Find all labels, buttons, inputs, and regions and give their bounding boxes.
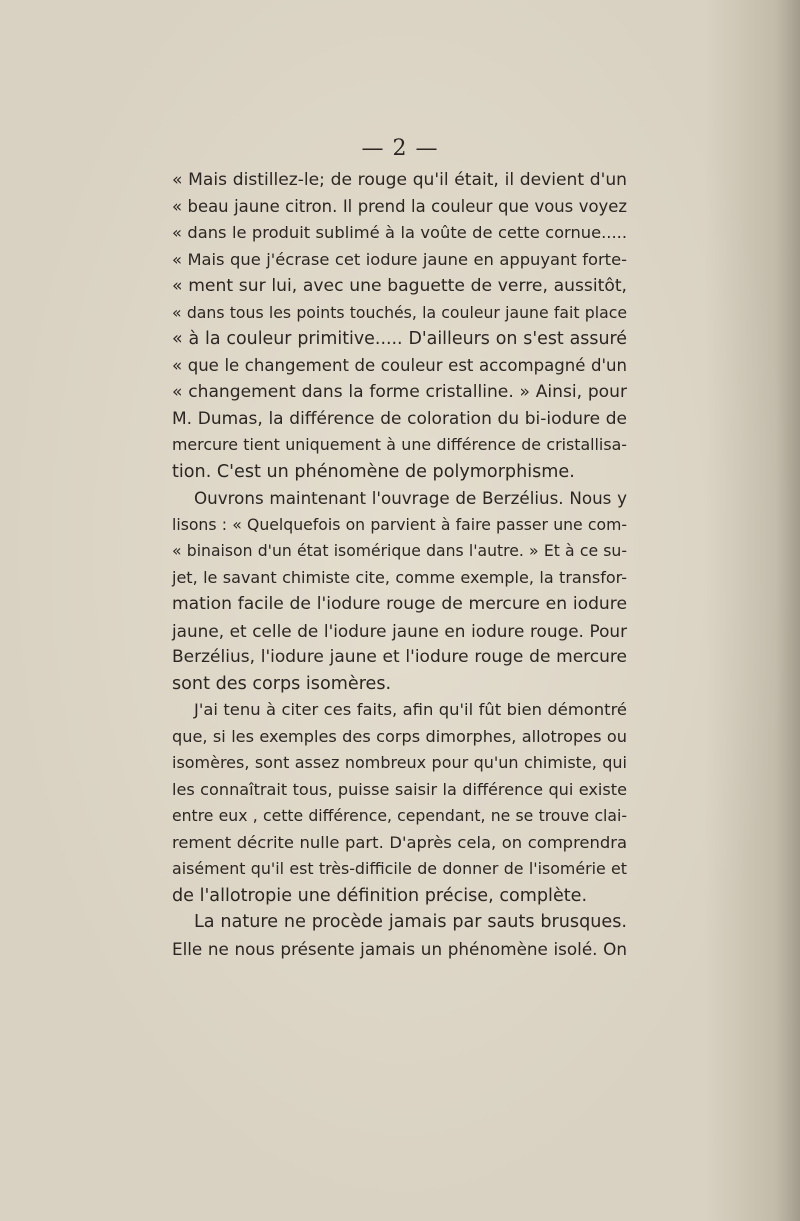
text-line: rement décrite nulle part. D'après cela, on comprendra: [172, 832, 627, 852]
text-line: sont des corps isomères.: [172, 673, 392, 694]
text-line: « à la couleur primitive..... D'ailleurs on s'est assuré: [172, 329, 627, 349]
body-text: [172, 167, 627, 962]
text-line: « Mais distillez-le; de rouge qu'il était, il devient d'un: [172, 170, 627, 190]
text-line: lisons : « Quelquefois on parvient à faire passer une com-: [172, 514, 627, 534]
text-line: aisément qu'il est très-difficile de donner de l'isomérie et: [172, 859, 627, 878]
text-line: « Mais que j'écrase cet iodure jaune en appuyant forte-: [172, 249, 627, 269]
text-line: les connaîtrait tous, puisse saisir la différence qui existe: [172, 779, 627, 799]
text-line: Ouvrons maintenant l'ouvrage de Berzélius. Nous y: [194, 488, 627, 508]
text-line: de l'allotropie une définition précise, complète.: [172, 885, 588, 906]
text-line: entre eux , cette différence, cependant, ne se trouve clai-: [172, 806, 627, 825]
text-line: tion. C'est un phénomène de polymorphisme.: [172, 461, 575, 482]
page-number: — 2 —: [361, 136, 439, 161]
text-line: « changement dans la forme cristalline. » Ainsi, pour: [172, 382, 627, 402]
text-line: isomères, sont assez nombreux pour qu'un chimiste, qui: [172, 753, 627, 772]
text-line: « dans le produit sublimé à la voûte de cette cornue.....: [172, 223, 627, 242]
text-line: J'ai tenu à citer ces faits, afin qu'il fût bien démontré: [194, 700, 627, 719]
text-line: que, si les exemples des corps dimorphes, allotropes ou: [172, 726, 627, 746]
text-line: mercure tient uniquement à une différence de cristallisa-: [172, 435, 627, 454]
text-line: « ment sur lui, avec une baguette de verre, aussitôt,: [172, 276, 627, 296]
text-line: Berzélius, l'iodure jaune et l'iodure rouge de mercure: [172, 647, 627, 667]
text-line: La nature ne procède jamais par sauts brusques.: [194, 912, 627, 932]
text-line: Elle ne nous présente jamais un phénomène isolé. On: [172, 938, 627, 959]
text-line: « binaison d'un état isomérique dans l'autre. » Et à ce su-: [172, 541, 627, 560]
text-line: jaune, et celle de l'iodure jaune en iodure rouge. Pour: [172, 620, 627, 641]
text-line: jet, le savant chimiste cite, comme exemple, la transfor-: [172, 567, 627, 587]
text-line: « dans tous les points touchés, la couleur jaune fait place: [172, 302, 627, 322]
text-line: M. Dumas, la différence de coloration du bi-iodure de: [172, 408, 627, 429]
text-line: « que le changement de couleur est accompagné d'un: [172, 355, 627, 375]
text-line: « beau jaune citron. Il prend la couleur que vous voyez: [172, 196, 627, 216]
text-line: mation facile de l'iodure rouge de mercure en iodure: [172, 594, 627, 614]
